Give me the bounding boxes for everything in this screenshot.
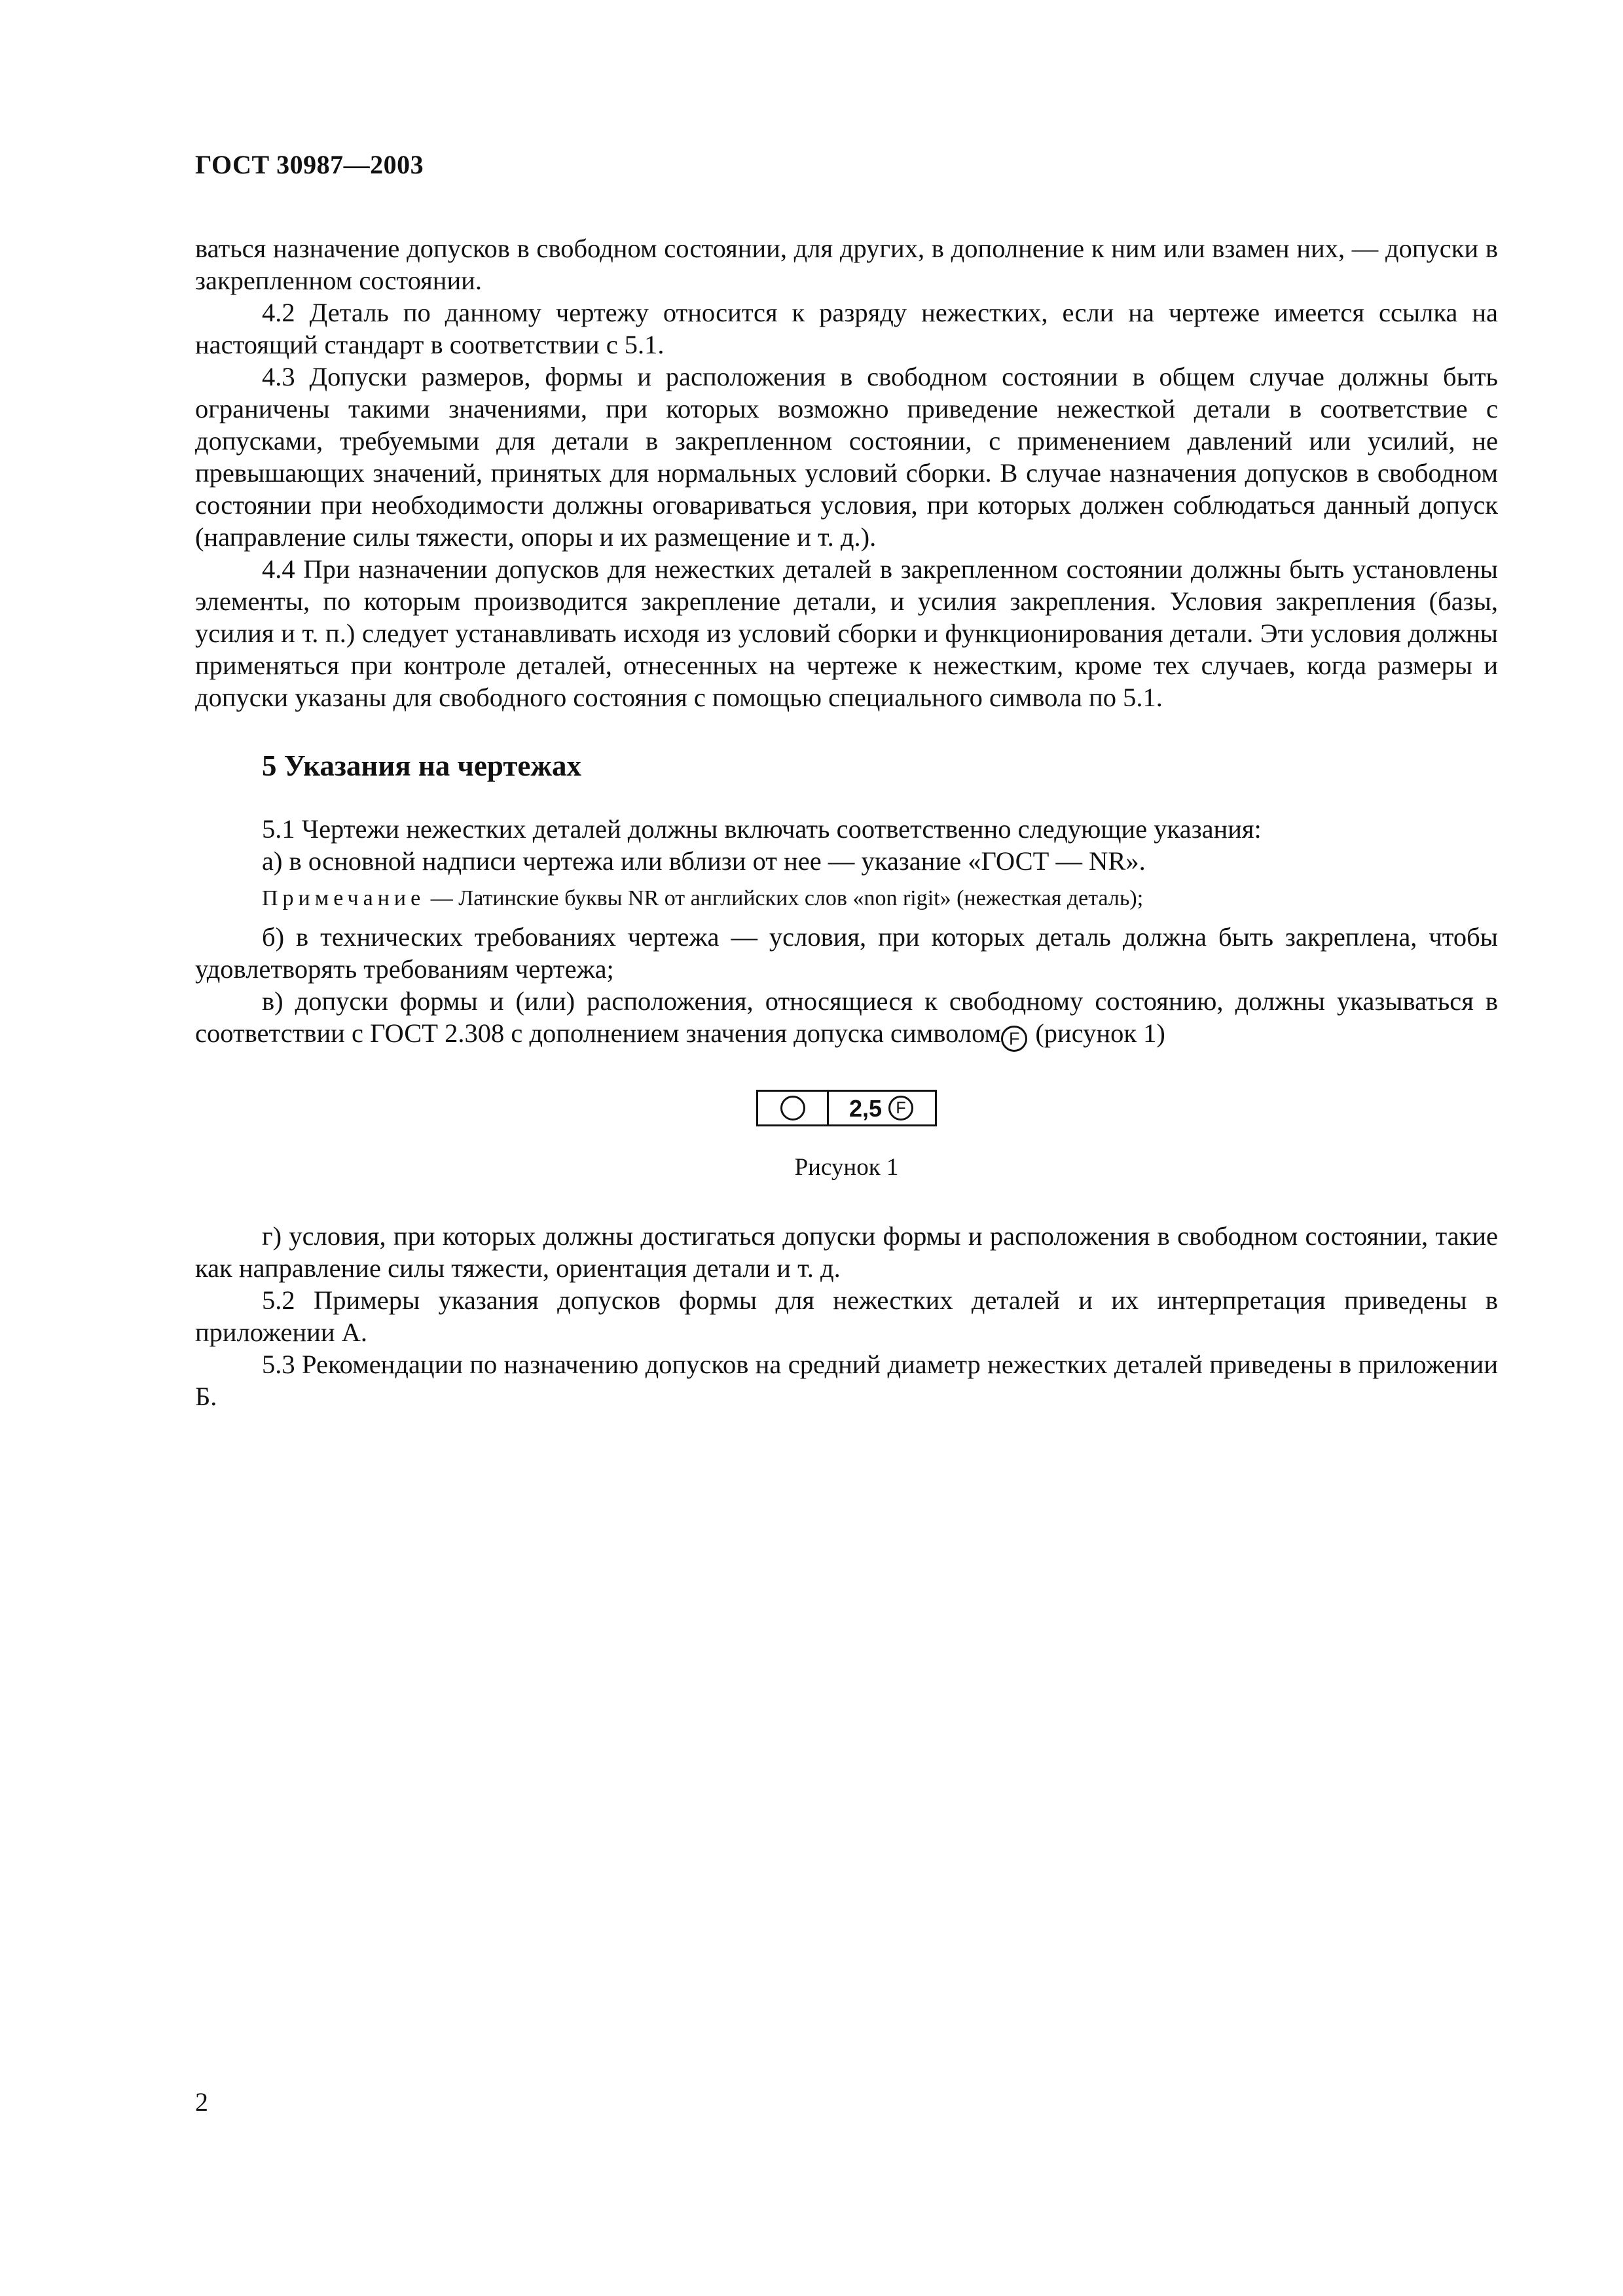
list-item-v-text: в) допуски формы и (или) расположения, относящиеся к свободному состоянию, должны указываться в соответствии с ГОСТ 2.308 с дополнением значения допуска символом xyxy=(195,986,1498,1048)
paragraph-4-3: 4.3 Допуски размеров, формы и расположения в свободном состоянии в общем случае должны быть ограничены такими значениями, при которых возможно приведение нежесткой детали в соответствие с допусками, требуемыми для детали в закрепленном состоянии, с применением давлений или усилий, не превышающих значений, принятых для нормальных условий сборки. В случае назначения допусков в свободном состоянии при необходимости должны оговариваться условия, при которых должен соблюдаться данный допуск (направление силы тяжести, опоры и их размещение и т. д.). xyxy=(195,362,1498,552)
tolerance-symbol-cell xyxy=(758,1092,829,1124)
figure-1 xyxy=(195,1090,1498,1128)
figure-caption: Рисунок 1 xyxy=(794,1154,899,1181)
tolerance-value: 2,5 xyxy=(848,1094,883,1122)
tolerance-frame xyxy=(756,1090,937,1126)
roundness-icon xyxy=(780,1096,805,1121)
free-state-symbol-icon: F xyxy=(1001,1026,1027,1052)
page-number: 2 xyxy=(195,2087,208,2117)
paragraph-continuation: ваться назначение допусков в свободном состоянии, для других, в дополнение к ним или взамен них, — допуски в закрепленном состоянии. xyxy=(195,234,1498,295)
paragraph-4-2: 4.2 Деталь по данному чертежу относится к разряду нежестких, если на чертеже имеется ссылка на настоящий стандарт в соответствии с 5.1. xyxy=(195,298,1498,359)
note-label: Примечание xyxy=(262,886,426,910)
free-state-icon: F xyxy=(888,1096,913,1121)
list-item-g: г) условия, при которых должны достигаться допуски формы и расположения в свободном состоянии, такие как направление силы тяжести, ориентация детали и т. д. xyxy=(195,1221,1498,1283)
paragraph-4-4: 4.4 При назначении допусков для нежестких деталей в закрепленном состоянии должны быть установлены элементы, по которым производится закрепление детали, и усилия закрепления. Условия закрепления (базы, усилия и т. п.) следует устанавливать исходя из условий сборки и функционирования детали. Эти условия должны применяться при контроле деталей, отнесенных на чертеже к нежестким, кроме тех случаев, когда размеры и допуски указаны для свободного состояния с помощью специального символа по 5.1. xyxy=(195,554,1498,712)
list-item-v xyxy=(195,985,1498,1052)
list-item-v-suffix: (рисунок 1) xyxy=(1029,1018,1165,1048)
list-item-b: б) в технических требованиях чертежа — условия, при которых деталь должна быть закреплена, чтобы удовлетворять требованиям чертежа; xyxy=(195,922,1498,984)
paragraph-5-1: 5.1 Чертежи нежестких деталей должны включать соответственно следующие указания: xyxy=(262,814,1262,844)
note xyxy=(195,882,1498,914)
standard-header: ГОСТ 30987—2003 xyxy=(195,150,424,179)
note-text: — Латинские буквы NR от английских слов «non rigit» (нежесткая деталь); xyxy=(425,886,1144,910)
list-item-a: а) в основной надписи чертежа или вблизи от нее — указание «ГОСТ — NR». xyxy=(262,846,1146,876)
paragraph-5-2: 5.2 Примеры указания допусков формы для нежестких деталей и их интерпретация приведены в приложении А. xyxy=(195,1285,1498,1347)
tolerance-value-cell xyxy=(829,1092,935,1124)
section-5-heading: 5 Указания на чертежах xyxy=(262,749,582,782)
paragraph-5-3: 5.3 Рекомендации по назначению допусков на средний диаметр нежестких деталей приведены в приложении Б. xyxy=(195,1350,1498,1411)
document-body xyxy=(195,232,1498,1412)
